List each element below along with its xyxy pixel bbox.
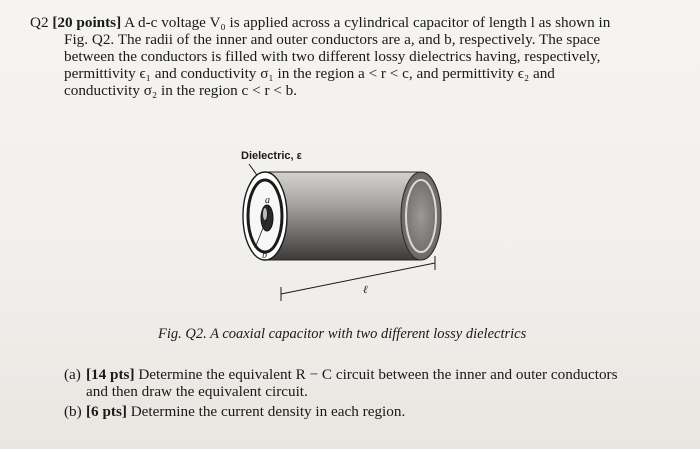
part-b-label: (b): [64, 403, 82, 420]
problem-body: [30, 31, 670, 99]
problem-points: [20 points]: [52, 14, 122, 31]
problem-statement: [30, 14, 670, 99]
part-a-line2: and then draw the equivalent circuit.: [86, 383, 308, 400]
radius-a-label: a: [265, 195, 270, 206]
problem-first-line: [30, 14, 670, 31]
part-a-body: [86, 366, 684, 400]
problem-line: conductivity σ₂ in the region c < r < b.: [64, 82, 298, 99]
problem-line: Fig. Q2. The radii of the inner and outer conductors are a, and b, respectively. The space: [64, 31, 601, 48]
problem-number: Q2: [30, 14, 49, 31]
part-b-body: [86, 403, 684, 420]
part-b-points: [6 pts]: [86, 403, 127, 420]
part-a-line1: [86, 366, 684, 383]
coaxial-capacitor-figure: [225, 148, 465, 318]
radius-b-label: b: [262, 250, 267, 261]
inner-conductor-highlight: [263, 208, 267, 220]
part-a-points: [14 pts]: [86, 366, 135, 383]
length-label: ℓ: [363, 284, 368, 296]
part-b: [64, 403, 684, 420]
part-b-text: Determine the current density in each region.: [126, 403, 406, 420]
length-dimension-line: [281, 263, 435, 294]
problem-line: between the conductors is filled with two different lossy dielectrics having, respectively,: [64, 48, 601, 65]
problem-line1-text: A d-c voltage V₀ is applied across a cylindrical capacitor of length l as shown in: [121, 14, 611, 31]
part-a-label: (a): [64, 366, 81, 383]
part-b-line1: [86, 403, 684, 420]
figure-caption: Fig. Q2. A coaxial capacitor with two different lossy dielectrics: [158, 326, 527, 342]
problem-line: permittivity ϵ₁ and conductivity σ₁ in the region a < r < c, and permittivity ϵ₂ and: [64, 65, 555, 82]
question-parts: [64, 366, 684, 423]
part-a: [64, 366, 684, 400]
dielectric-label: Dielectric, ε: [241, 150, 302, 162]
part-a-text: Determine the equivalent R − C circuit between the inner and outer conductors: [134, 366, 618, 383]
